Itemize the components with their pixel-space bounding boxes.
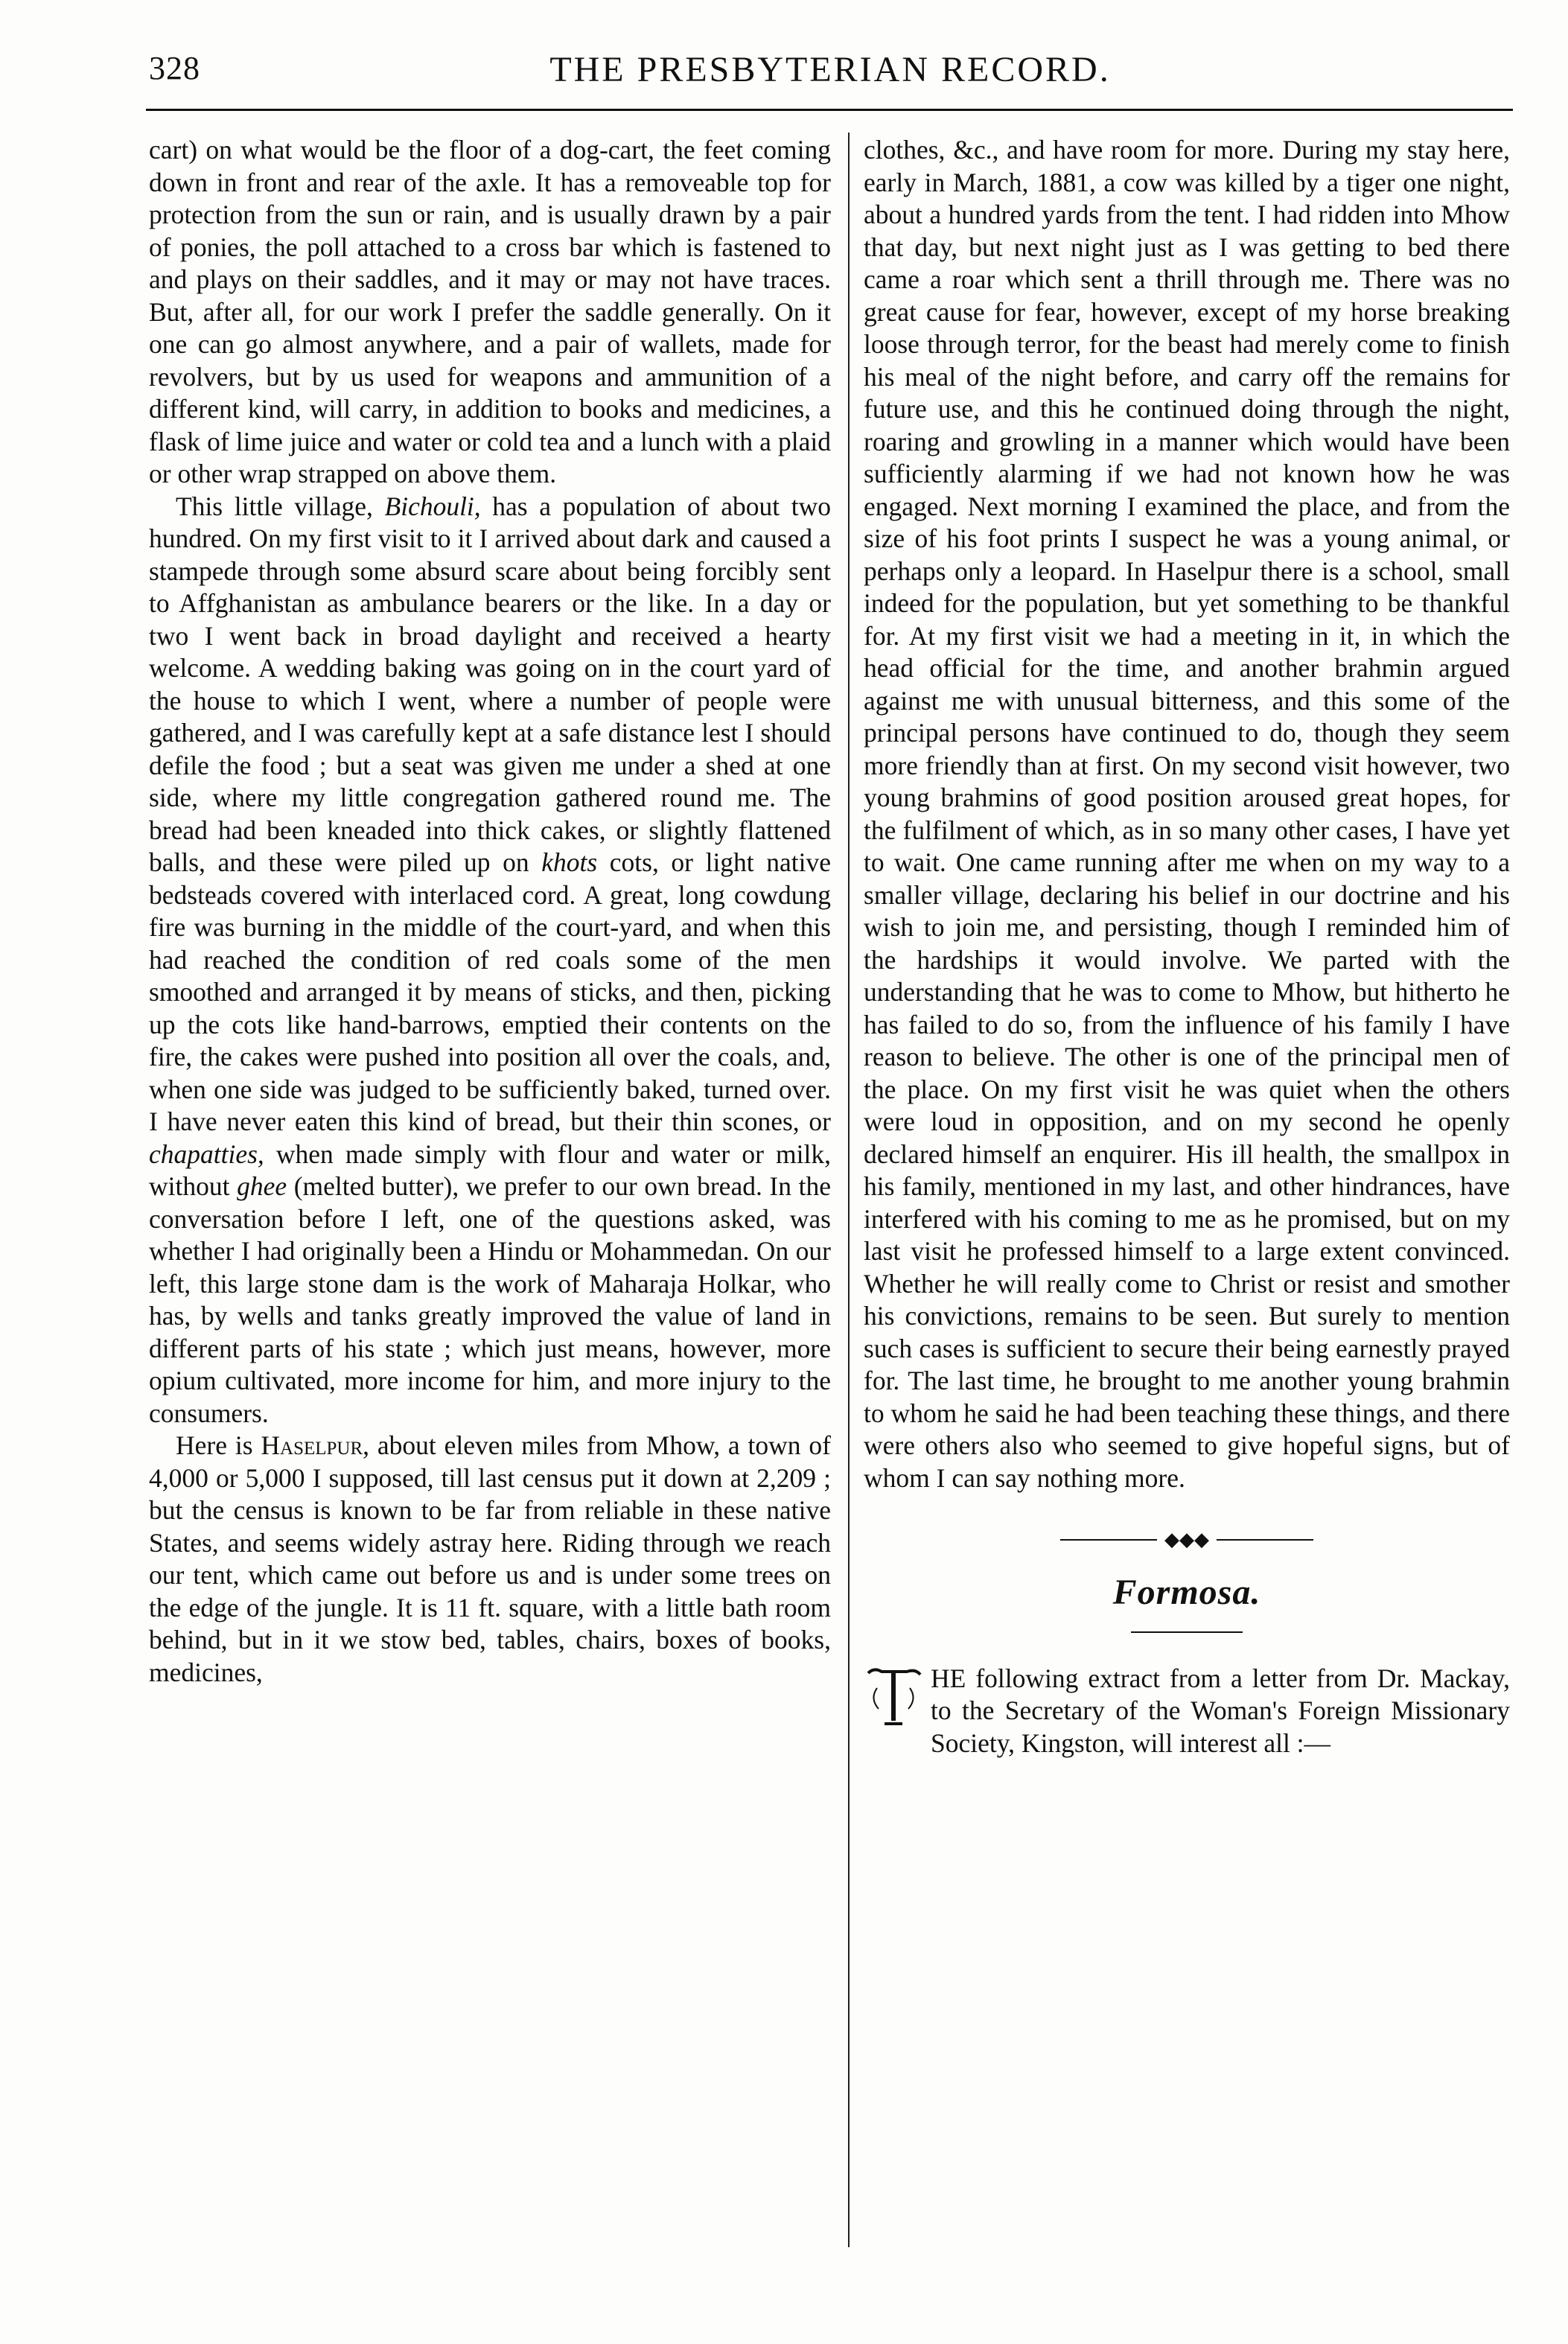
decorated-initial (864, 1666, 923, 1730)
text-run: Here is (176, 1430, 261, 1460)
paragraph: clothes, &c., and have room for more. During my stay here, early in March, 1881, a cow was killed by a tiger one night, about a hundred yards from the tent. I had ridden into Mhow that day, but next night just as I was getting to bed there came a roar which sent a thrill through me. There was no great cause for fear, however, except of my horse breaking loose through terror, for the beast had merely come to finish his meal of the night before, and carry off the remains for future use, and this he continued doing through the night, roaring and growling in a manner which would have been sufficiently alarming if we had not known how he was engaged. Next morning I examined the place, and from the size of his foot prints I suspect he was a young animal, or perhaps only a leopard. In Haselpur there is a school, small indeed for the population, but yet something to be thankful for. At my first visit we had a meeting in it, in which the head official for the time, and another brahmin argued against me with unusual bitterness, and this some of the principal persons have continued to do, though they seem more friendly than at first. On my second visit however, two young brahmins of good position aroused great hopes, for the fulfilment of which, as in so many other cases, I have yet to wait. One came running after me when on my way to a smaller village, declaring his belief in our doctrine and his wish to join me, and persisting, though I reminded him of the hardships it would involve. We parted with the understanding that he was to come to Mhow, but hitherto he has failed to do so, from the influence of his family I have reason to believe. The other is one of the principal men of the place. On my first visit he was quiet when the others were loud in opposition, and on my second he openly declared himself an enquirer. His ill health, the smallpox in his family, mentioned in my last, and other hindrances, have interfered with his coming to me as he promised, but on my last visit he professed himself to a large extent convinced. Whether he will really come to Christ or resist and smother his convictions, remains to be seen. But surely to mention such cases is sufficient to secure their being earnestly prayed for. The last time, he brought to me another young brahmin to whom he said he had been teaching these things, and there were others also who seemed to give hopeful signs, but of whom I can say nothing more. (864, 135, 1510, 1493)
italic-term: ghee (237, 1171, 287, 1201)
dropcap-letter: T (893, 1708, 894, 1710)
paragraph (149, 491, 831, 1430)
ornament-diamond-icon: ◆◆◆ (1164, 1529, 1209, 1550)
ornament-rule-left (1060, 1539, 1157, 1541)
text-run: when made simply with flour and water or milk, without (149, 1138, 831, 1201)
section-title: Formosa. (1112, 1573, 1261, 1612)
ornament-rule-right (1217, 1539, 1313, 1541)
column-divider (848, 133, 850, 2247)
italic-term: chapatties, (149, 1138, 264, 1169)
article-opening (864, 1663, 1510, 1760)
text-run: has a population of about two hundred. On my first visit to it I arrived about dark and caused a stampede through some absurd scare about being forcibly sent to Affghanistan as ambulance bearers or the like. In a day or two I went back in broad daylight and received a hearty welcome. A wedding baking was going on in the court yard of the house to which I went, where a number of people were gathered, and I was carefully kept at a safe distance lest I should defile the food ; but a seat was given me under a shed at one side, where my little congregation gathered round me. The bread had been kneaded into thick cakes, or slightly flattened balls, and these were piled up on (149, 491, 831, 877)
text-run: HE following extract from a letter from Dr. Mackay, to the Secretary of the Woman's Foreign Missionary Society, Kingston, will interest all :— (931, 1663, 1510, 1758)
text-run: cots, or light native bedsteads covered with interlaced cord. A great, long cowdung fire was burning in the middle of the court-yard, and when this had reached the condition of red coals some of the men smoothed and arranged it by means of sticks, and then, picking up the cots like hand-barrows, emptied their contents on the fire, the cakes were pushed into position all over the coals, and, when one side was judged to be sufficiently baked, turned over. I have never eaten this kind of bread, but their thin scones, or (149, 847, 832, 1136)
italic-term: khots (541, 847, 598, 877)
italic-term: Bichouli, (384, 491, 481, 521)
place-name: Haselpur, (261, 1430, 370, 1460)
journal-title: THE PRESBYTERIAN RECORD. (549, 50, 1111, 89)
right-column (864, 134, 1510, 1759)
text-run: This little village, (176, 491, 385, 521)
paragraph: cart) on what would be the floor of a dog-cart, the feet coming down in front and rear of the axle. It has a removeable top for protection from the sun or rain, and is usually drawn by a pair of ponies, the poll attached to a cross bar which is fastened to and plays on their saddles, and it may or may not have traces. But, after all, for our work I prefer the saddle generally. On it one can go almost anywhere, and a pair of wallets, made for revolvers, but by us used for weapons and ammunition of a different kind, will carry, in addition to books and medicines, a flask of lime juice and water or cold tea and a lunch with a plaid or other wrap strapped on above them. (149, 135, 831, 488)
paragraph (149, 1430, 831, 1689)
page-number: 328 (149, 50, 200, 86)
text-run: about eleven miles from Mhow, a town of 4,000 or 5,000 I supposed, till last census put it down at 2,209 ; but the census is known to be far from reliable in these native States, and seems widely astray here. Riding through we reach our tent, which came out before us and is under some trees on the edge of the jungle. It is 11 ft. square, with a little bath room behind, but in it we stow bed, tables, chairs, boxes of books, medicines, (149, 1430, 831, 1687)
running-header (149, 49, 1511, 94)
text-run: (melted butter), we prefer to our own bread. In the conversation before I left, one of the questions asked, was whether I had originally been a Hindu or Mohammedan. On our left, this large stone dam is the work of Maharaja Holkar, who has, by wells and tanks greatly improved the value of land in different parts of his state ; which just means, however, more opium cultivated, more income for him, and more injury to the consumers. (149, 1171, 831, 1428)
title-rule (1131, 1631, 1243, 1633)
section-ornament (1060, 1529, 1313, 1551)
header-rule (146, 109, 1513, 111)
left-column (149, 134, 831, 1689)
